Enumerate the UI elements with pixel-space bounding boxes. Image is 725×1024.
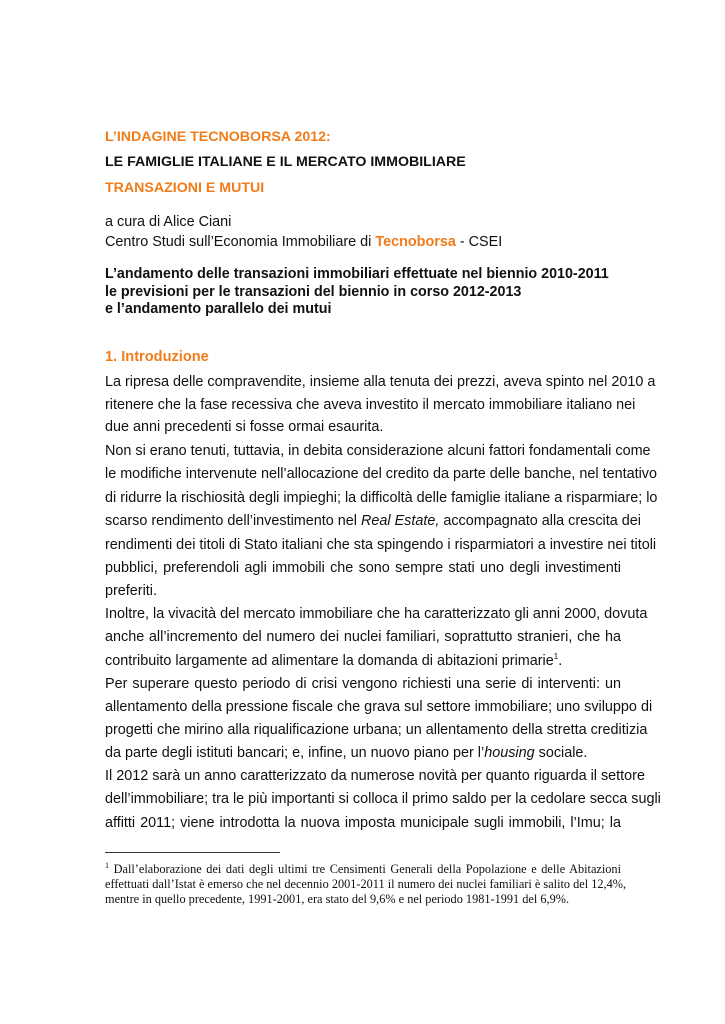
- body-text: accompagnato alla crescita dei: [439, 513, 641, 529]
- body-line: La ripresa delle compravendite, insieme alla tenuta dei prezzi, aveva spinto nel 2010 a: [105, 374, 656, 390]
- body-line: [105, 745, 587, 761]
- centre-suffix: - CSEI: [455, 234, 503, 250]
- body-italic: Real Estate,: [360, 513, 440, 529]
- header-title-line-3: TRANSAZIONI E MUTUI: [105, 180, 265, 196]
- section-heading: 1. Introduzione: [105, 349, 209, 365]
- footnote-line: [105, 862, 621, 877]
- body-line: di ridurre la rischiosità degli impieghi; la difficoltà delle famiglie italiane a risparmiare; lo: [105, 490, 658, 506]
- centre-prefix: Centro Studi sull’Economia Immobiliare di: [105, 234, 376, 250]
- body-line: allentamento della pressione fiscale che grava sul settore immobiliare; uno sviluppo di: [105, 699, 653, 715]
- footnote-separator: [105, 852, 280, 853]
- body-line: due anni precedenti si fosse ormai esaurita.: [105, 419, 384, 435]
- footnote-line: effettuati dall’Istat è emerso che nel decennio 2001-2011 il numero dei nuclei familiari è salito del 12,4%,: [105, 877, 627, 891]
- body-line: rendimenti dei titoli di Stato italiani che sta spingendo i risparmiatori a investire nei titoli: [105, 537, 657, 553]
- body-text: da parte degli istituti bancari; e, infine, un nuovo piano per l’: [105, 745, 485, 761]
- body-line: Inoltre, la vivacità del mercato immobiliare che ha caratterizzato gli anni 2000, dovuta: [105, 606, 648, 622]
- body-text: scarso rendimento dell’investimento nel: [105, 513, 361, 529]
- body-text: sociale.: [534, 745, 588, 761]
- footnote-ref[interactable]: 1: [553, 652, 559, 662]
- body-line: ritenere che la fase recessiva che aveva investito il mercato immobiliare italiano nei: [105, 397, 636, 413]
- subtitle-line-1: L’andamento delle transazioni immobiliari effettuate nel biennio 2010-2011: [105, 266, 609, 282]
- body-line: anche all’incremento del numero dei nuclei familiari, soprattutto stranieri, che ha: [105, 629, 621, 645]
- footnote-line: mentre in quello precedente, 1991-2001, era stato del 9,6% e nel periodo 1981-1991 del 6,9%.: [105, 892, 570, 906]
- body-line: affitti 2011; viene introdotta la nuova imposta municipale sugli immobili, l’Imu; la: [105, 815, 621, 831]
- body-line: le modifiche intervenute nell’allocazione del credito da parte delle banche, nel tentativo: [105, 466, 657, 482]
- body-line: [105, 653, 562, 669]
- footnote-text: Dall’elaborazione dei dati degli ultimi tre Censimenti Generali della Popolazione e delle Abitazioni: [109, 862, 621, 876]
- body-line: pubblici, preferendoli agli immobili che sono sempre stati uno degli investimenti: [105, 560, 621, 576]
- body-line: dell’immobiliare; tra le più importanti si colloca il primo saldo per la cedolare secca sugli: [105, 791, 661, 807]
- body-italic: housing: [484, 745, 535, 761]
- author-centre: [105, 234, 502, 250]
- body-line: Per superare questo periodo di crisi vengono richiesti una serie di interventi: un: [105, 676, 621, 692]
- header-title-line-2: LE FAMIGLIE ITALIANE E IL MERCATO IMMOBILIARE: [105, 154, 466, 170]
- header-title-line-1: L’INDAGINE TECNOBORSA 2012:: [105, 129, 331, 145]
- centre-brand: Tecnoborsa: [375, 234, 456, 250]
- body-line: preferiti.: [105, 583, 157, 599]
- footnote-marker: 1: [105, 860, 109, 870]
- subtitle-line-3: e l’andamento parallelo dei mutui: [105, 301, 332, 317]
- body-line: Non si erano tenuti, tuttavia, in debita considerazione alcuni fattori fondamentali come: [105, 443, 651, 459]
- body-text: .: [558, 653, 563, 669]
- body-line: [105, 513, 641, 529]
- body-line: progetti che mirino alla riqualificazione urbana; un allentamento della stretta creditizia: [105, 722, 648, 738]
- body-text: contribuito largamente ad alimentare la domanda di abitazioni primarie: [105, 653, 554, 669]
- subtitle-line-2: le previsioni per le transazioni del biennio in corso 2012-2013: [105, 284, 522, 300]
- body-line: Il 2012 sarà un anno caratterizzato da numerose novità per quanto riguarda il settore: [105, 768, 645, 784]
- author-credit: a cura di Alice Ciani: [105, 214, 232, 230]
